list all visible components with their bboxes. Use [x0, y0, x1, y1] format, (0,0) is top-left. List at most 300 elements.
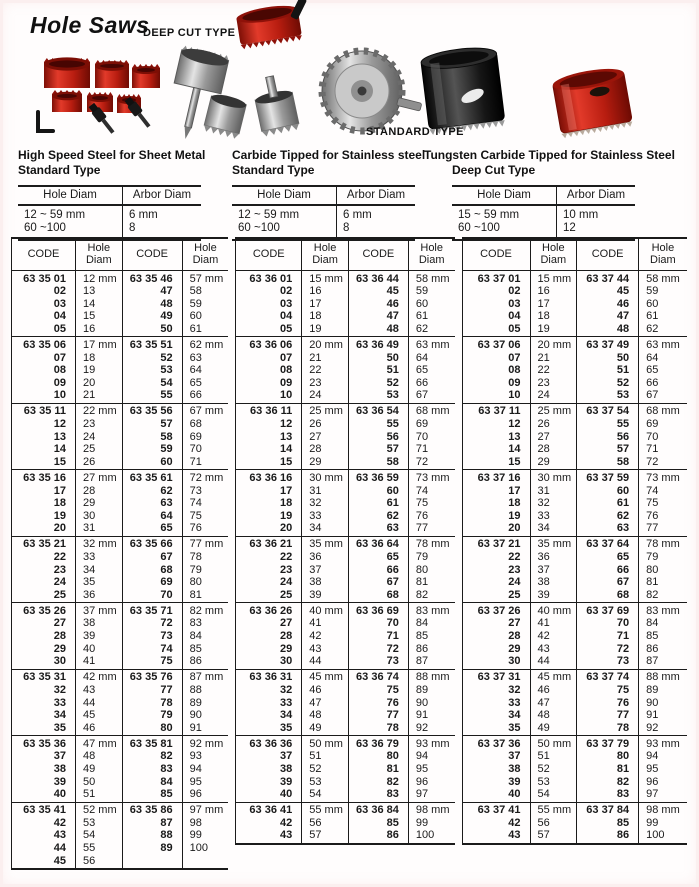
- table-row: [12, 855, 229, 870]
- code-cell: 28: [508, 630, 521, 643]
- hole-diam-cell: 41: [76, 655, 123, 669]
- code-cell: 66: [577, 564, 639, 577]
- code-cell: 69: [122, 576, 182, 589]
- hole-diam-cell: 26: [76, 456, 123, 470]
- table-row: [236, 655, 455, 669]
- code-cell: 37: [508, 750, 521, 763]
- code-cell: 63 35 86: [122, 802, 182, 817]
- hole-diam-cell: 35: [76, 576, 123, 589]
- code-cell: 63 37 01: [477, 272, 521, 285]
- code-block: [236, 337, 455, 403]
- hole-diam-cell: 31: [530, 485, 577, 498]
- spec-cell: 60 ~100: [18, 222, 123, 240]
- code-cell: 63 35 56: [122, 403, 182, 418]
- hole-diam-cell: 44: [302, 655, 349, 669]
- code-block: [236, 536, 455, 602]
- hole-diam-cell: 44: [76, 697, 123, 710]
- hole-diam-cell: 35 mm: [530, 536, 577, 551]
- code-cell: 63 35 16: [23, 471, 66, 484]
- code-cell: 29: [280, 642, 293, 655]
- table-row: [462, 655, 687, 669]
- spec-cell: 12: [563, 222, 576, 234]
- code-cell: 56: [577, 431, 639, 444]
- code-cell: 70: [348, 617, 408, 630]
- code-cell: 34: [53, 709, 66, 722]
- hole-diam-cell: 92: [408, 722, 454, 736]
- hole-diam-cell: 49: [76, 763, 123, 776]
- hole-diam-cell: 65: [408, 364, 454, 377]
- code-cell: 23: [508, 563, 521, 576]
- code-cell: 72: [348, 643, 408, 656]
- table-row: [236, 684, 455, 697]
- code-cell: 33: [280, 696, 293, 709]
- hole-diam-cell: 61: [182, 323, 228, 337]
- hole-diam-cell: 58: [182, 285, 228, 298]
- table-row: [462, 802, 687, 817]
- code-cell: 03: [280, 297, 293, 310]
- code-cell: 53: [348, 389, 408, 403]
- hole-diam-cell: 92: [639, 722, 687, 736]
- hole-diam-cell: 34: [76, 564, 123, 577]
- code-cell: 45: [53, 854, 66, 867]
- code-cell: 81: [348, 763, 408, 776]
- hole-diam-cell: 66: [408, 377, 454, 390]
- hole-diam-cell: 75: [639, 497, 687, 510]
- code-cell: 63 36 31: [249, 671, 293, 684]
- hole-diam-cell: 64: [408, 352, 454, 365]
- hole-diam-cell: 89: [639, 684, 687, 697]
- red-hole-saw-top-photo: [235, 0, 313, 50]
- code-cell: 08: [508, 364, 521, 377]
- hole-diam-cell: 72 mm: [182, 470, 228, 485]
- table-row: [236, 377, 455, 390]
- table-row: [236, 497, 455, 510]
- code-cell: 70: [577, 617, 639, 630]
- hole-diam-cell: 19: [76, 364, 123, 377]
- table-row: [12, 736, 229, 751]
- hole-diam-cell: 30 mm: [530, 470, 577, 485]
- table-row: [12, 337, 229, 352]
- code-cell: 88: [122, 829, 182, 842]
- tungsten-code-table: [462, 237, 687, 870]
- column-header: CODE: [348, 238, 408, 271]
- hole-diam-cell: 17 mm: [76, 337, 123, 352]
- table-row: [236, 630, 455, 643]
- hole-diam-cell: 68 mm: [639, 403, 687, 418]
- code-cell: 24: [53, 576, 66, 589]
- hole-diam-cell: 69: [408, 418, 454, 431]
- table-row: [236, 352, 455, 365]
- code-cell: 82: [577, 776, 639, 789]
- hole-diam-cell: 52 mm: [76, 802, 123, 817]
- code-cell: 29: [508, 642, 521, 655]
- code-cell: 63 35 46: [122, 271, 182, 286]
- hole-diam-cell: 73 mm: [408, 470, 454, 485]
- code-cell: 83: [577, 788, 639, 802]
- hole-diam-cell: 48: [530, 709, 577, 722]
- code-cell: 14: [53, 443, 66, 456]
- code-cell: 51: [577, 364, 639, 377]
- hole-diam-cell: 83: [182, 617, 228, 630]
- hole-diam-cell: 98 mm: [408, 802, 454, 817]
- table-row: [462, 431, 687, 444]
- code-block: [462, 603, 687, 669]
- code-cell: 62: [122, 485, 182, 498]
- hole-diam-cell: 36: [302, 551, 349, 564]
- table-row: [236, 364, 455, 377]
- code-cell: 63 36 41: [249, 804, 293, 817]
- hole-diam-cell: 54: [302, 788, 349, 802]
- code-cell: 55: [348, 418, 408, 431]
- code-cell: 52: [577, 377, 639, 390]
- hole-diam-cell: 24: [530, 389, 577, 403]
- table-row: [12, 522, 229, 536]
- code-cell: 50: [348, 352, 408, 365]
- table-row: [12, 377, 229, 390]
- code-cell: 75: [348, 684, 408, 697]
- hole-diam-cell: 46: [530, 684, 577, 697]
- code-cell: 20: [508, 522, 521, 535]
- hole-diam-cell: 59: [182, 298, 228, 311]
- hole-diam-cell: 15: [76, 310, 123, 323]
- table-row: [12, 788, 229, 802]
- code-tables-row: [11, 237, 687, 870]
- code-cell: 80: [122, 722, 182, 736]
- hole-diam-cell: 56: [302, 817, 349, 830]
- code-cell: 58: [348, 456, 408, 470]
- hole-diam-cell: 74: [182, 497, 228, 510]
- hole-diam-cell: 85: [639, 630, 687, 643]
- code-cell: 18: [280, 497, 293, 510]
- code-cell: [122, 855, 182, 870]
- table-row: [236, 510, 455, 523]
- table-row: [236, 589, 455, 603]
- hole-diam-cell: 72: [408, 456, 454, 470]
- table-row: [236, 709, 455, 722]
- code-cell: 63 36 74: [348, 669, 408, 684]
- table-row: [12, 352, 229, 365]
- hole-diam-cell: 43: [302, 643, 349, 656]
- table-row: [12, 829, 229, 842]
- code-cell: 63 36 54: [348, 403, 408, 418]
- code-cell: 53: [577, 389, 639, 403]
- hole-diam-cell: 30 mm: [302, 470, 349, 485]
- hole-diam-cell: 98 mm: [639, 802, 687, 817]
- hole-diam-cell: 55: [76, 842, 123, 855]
- code-cell: 02: [53, 285, 66, 298]
- code-cell: 50: [122, 323, 182, 337]
- hole-diam-cell: 36: [530, 551, 577, 564]
- hole-diam-cell: 45 mm: [530, 669, 577, 684]
- hole-diam-cell: 95: [639, 763, 687, 776]
- hole-diam-cell: 70: [639, 431, 687, 444]
- code-cell: 33: [53, 696, 66, 709]
- table-row: [236, 298, 455, 311]
- hole-diam-cell: 86: [408, 643, 454, 656]
- hole-diam-cell: 93 mm: [408, 736, 454, 751]
- code-cell: 09: [280, 376, 293, 389]
- hole-diam-cell: 19: [302, 323, 349, 337]
- code-cell: 63 35 36: [23, 737, 66, 750]
- table-row: [12, 551, 229, 564]
- hole-diam-cell: 89: [182, 697, 228, 710]
- hole-diam-cell: 32: [302, 497, 349, 510]
- code-cell: 86: [348, 829, 408, 844]
- code-cell: 08: [280, 364, 293, 377]
- hole-diam-cell: 98: [182, 817, 228, 830]
- code-block: [236, 271, 455, 337]
- hole-diam-cell: 27 mm: [76, 470, 123, 485]
- table-row: [236, 736, 455, 751]
- table-row: [236, 337, 455, 352]
- hole-diam-cell: 99: [408, 817, 454, 830]
- code-cell: 85: [577, 817, 639, 830]
- spec-cell: 60 ~100: [452, 222, 557, 240]
- hole-diam-cell: 48: [302, 709, 349, 722]
- hole-diam-cell: 63 mm: [408, 337, 454, 352]
- code-cell: 20: [53, 522, 66, 535]
- table-row: [12, 722, 229, 736]
- table-row: [462, 617, 687, 630]
- table-row: [12, 271, 229, 286]
- code-cell: 25: [508, 588, 521, 601]
- code-cell: 14: [280, 443, 293, 456]
- table-row: [462, 456, 687, 470]
- code-cell: 60: [348, 485, 408, 498]
- table-row: [462, 776, 687, 789]
- code-cell: 63: [122, 497, 182, 510]
- table-row: [462, 684, 687, 697]
- table-row: [462, 829, 687, 844]
- code-cell: 63 35 21: [23, 538, 66, 551]
- code-cell: 63 37 84: [577, 802, 639, 817]
- code-cell: 62: [577, 510, 639, 523]
- code-cell: 05: [508, 322, 521, 335]
- hole-diam-cell: 15 mm: [530, 271, 577, 286]
- hss-hole-saw-set-photo: [38, 57, 160, 135]
- hole-diam-cell: 18: [302, 310, 349, 323]
- column-header: Hole Diam: [530, 238, 577, 271]
- code-cell: 07: [508, 351, 521, 364]
- table-row: [462, 763, 687, 776]
- hole-diam-cell: 40 mm: [530, 603, 577, 618]
- deep-cut-type-label: DEEP CUT TYPE: [143, 27, 236, 39]
- hole-diam-cell: 39: [530, 589, 577, 603]
- hole-diam-cell: 91: [408, 709, 454, 722]
- spec-header-cell: Hole Diam: [452, 186, 557, 205]
- hole-diam-cell: 86: [639, 643, 687, 656]
- hole-diam-cell: 79: [639, 551, 687, 564]
- hole-diam-cell: 62: [408, 323, 454, 337]
- hole-diam-cell: 20 mm: [530, 337, 577, 352]
- section-title-line1: Carbide Tipped for Stainless steel: [232, 148, 426, 162]
- code-cell: 10: [280, 389, 293, 402]
- code-cell: 03: [53, 297, 66, 310]
- hole-diam-cell: 51: [76, 788, 123, 802]
- code-cell: 66: [348, 564, 408, 577]
- table-row: [236, 603, 455, 618]
- code-cell: 63 37 31: [477, 671, 521, 684]
- code-cell: 57: [122, 418, 182, 431]
- hole-diam-cell: 35 mm: [302, 536, 349, 551]
- standard-type-label: STANDARD TYPE: [366, 126, 464, 138]
- spec-header-cell: Arbor Diam: [557, 186, 636, 205]
- hole-saw-code-table: [235, 237, 454, 845]
- hole-diam-cell: 29: [302, 456, 349, 470]
- hole-diam-cell: 62 mm: [182, 337, 228, 352]
- code-cell: 03: [508, 297, 521, 310]
- spec-header-cell: Arbor Diam: [337, 186, 416, 205]
- spec-header-cell: Hole Diam: [18, 186, 123, 205]
- table-row: [12, 364, 229, 377]
- code-cell: 19: [508, 509, 521, 522]
- code-cell: 56: [348, 431, 408, 444]
- code-cell: 24: [508, 576, 521, 589]
- code-cell: 75: [577, 684, 639, 697]
- code-cell: 68: [348, 589, 408, 603]
- hole-diam-cell: 20: [76, 377, 123, 390]
- code-cell: 20: [280, 522, 293, 535]
- table-row: [12, 763, 229, 776]
- table-row: [462, 669, 687, 684]
- spec-cell: 6 mm: [343, 209, 372, 221]
- table-row: [462, 630, 687, 643]
- code-cell: 81: [577, 763, 639, 776]
- table-row: [12, 418, 229, 431]
- section-title-line2: Deep Cut Type: [452, 163, 536, 177]
- hole-diam-cell: 43: [530, 643, 577, 656]
- section-title: [424, 148, 696, 178]
- hole-diam-cell: 97: [639, 788, 687, 802]
- column-header: CODE: [12, 238, 76, 271]
- table-row: [12, 510, 229, 523]
- table-row: [236, 722, 455, 736]
- hole-diam-cell: 39: [76, 630, 123, 643]
- hole-diam-cell: 91: [182, 722, 228, 736]
- hole-diam-cell: 48: [76, 750, 123, 763]
- code-cell: 63 36 06: [249, 338, 293, 351]
- hole-diam-cell: 47: [302, 697, 349, 710]
- hole-diam-cell: 51: [302, 750, 349, 763]
- hole-diam-cell: 22: [530, 364, 577, 377]
- code-cell: 60: [122, 456, 182, 470]
- table-row: [236, 697, 455, 710]
- hole-diam-cell: 18: [530, 310, 577, 323]
- hole-diam-cell: 53: [76, 817, 123, 830]
- table-row: [462, 497, 687, 510]
- code-cell: 65: [577, 551, 639, 564]
- code-cell: 61: [577, 497, 639, 510]
- code-block: [236, 603, 455, 669]
- header-row: [462, 238, 687, 271]
- hole-diam-cell: 27: [302, 431, 349, 444]
- hole-diam-cell: 49: [302, 722, 349, 736]
- code-cell: 30: [53, 655, 66, 668]
- table-row: [12, 630, 229, 643]
- table-row: [236, 750, 455, 763]
- hole-diam-cell: 99: [182, 829, 228, 842]
- table-row: [462, 736, 687, 751]
- code-cell: 72: [122, 617, 182, 630]
- code-cell: 67: [577, 576, 639, 589]
- hole-diam-cell: 95: [182, 776, 228, 789]
- code-cell: 55: [577, 418, 639, 431]
- spec-table: [452, 185, 635, 241]
- hole-diam-cell: 49: [530, 722, 577, 736]
- spec-cell: 8: [343, 222, 350, 234]
- hole-diam-cell: 59: [408, 285, 454, 298]
- column-header: Hole Diam: [408, 238, 454, 271]
- hole-diam-cell: 24: [302, 389, 349, 403]
- hole-diam-cell: 68: [182, 418, 228, 431]
- table-row: [12, 750, 229, 763]
- hole-diam-cell: 57: [302, 829, 349, 844]
- hole-diam-cell: 76: [408, 510, 454, 523]
- standard-type-hole-saw-photo: [322, 51, 422, 131]
- hole-diam-cell: 16: [76, 323, 123, 337]
- code-cell: 42: [508, 816, 521, 829]
- table-row: [12, 643, 229, 656]
- code-cell: 52: [122, 352, 182, 365]
- code-cell: 10: [53, 389, 66, 402]
- table-row: [462, 377, 687, 390]
- code-cell: 30: [280, 655, 293, 668]
- code-cell: 63 37 16: [477, 471, 521, 484]
- hole-diam-cell: 71: [639, 443, 687, 456]
- code-cell: 42: [280, 816, 293, 829]
- table-row: [12, 443, 229, 456]
- table-row: [236, 522, 455, 536]
- column-header: Hole Diam: [302, 238, 349, 271]
- code-cell: 49: [122, 310, 182, 323]
- table-row: [462, 817, 687, 830]
- code-block: [12, 669, 229, 735]
- code-cell: 78: [577, 722, 639, 736]
- red-bimetal-hole-saw-photo: [551, 65, 633, 139]
- code-cell: 63 37 44: [577, 271, 639, 286]
- code-cell: 79: [122, 709, 182, 722]
- table-row: [236, 389, 455, 403]
- code-block: [462, 802, 687, 844]
- code-cell: 43: [280, 829, 293, 842]
- code-cell: 50: [577, 352, 639, 365]
- code-cell: 38: [53, 762, 66, 775]
- code-cell: 23: [53, 563, 66, 576]
- code-cell: 63 35 81: [122, 736, 182, 751]
- code-cell: 59: [122, 443, 182, 456]
- code-cell: 15: [280, 455, 293, 468]
- code-cell: 76: [577, 697, 639, 710]
- section-carbide: [232, 148, 432, 241]
- table-row: [236, 431, 455, 444]
- hole-diam-cell: 51: [530, 750, 577, 763]
- table-row: [462, 285, 687, 298]
- table-row: [12, 285, 229, 298]
- section-title: [18, 148, 223, 178]
- code-cell: 63 36 49: [348, 337, 408, 352]
- code-cell: 63 37 74: [577, 669, 639, 684]
- code-cell: 44: [53, 842, 66, 855]
- hole-diam-cell: 84: [182, 630, 228, 643]
- code-cell: 13: [280, 430, 293, 443]
- code-block: [236, 736, 455, 802]
- table-row: [12, 817, 229, 830]
- code-cell: 62: [348, 510, 408, 523]
- hole-diam-cell: 26: [302, 418, 349, 431]
- table-row: [236, 323, 455, 337]
- code-cell: 17: [508, 484, 521, 497]
- table-row: [12, 485, 229, 498]
